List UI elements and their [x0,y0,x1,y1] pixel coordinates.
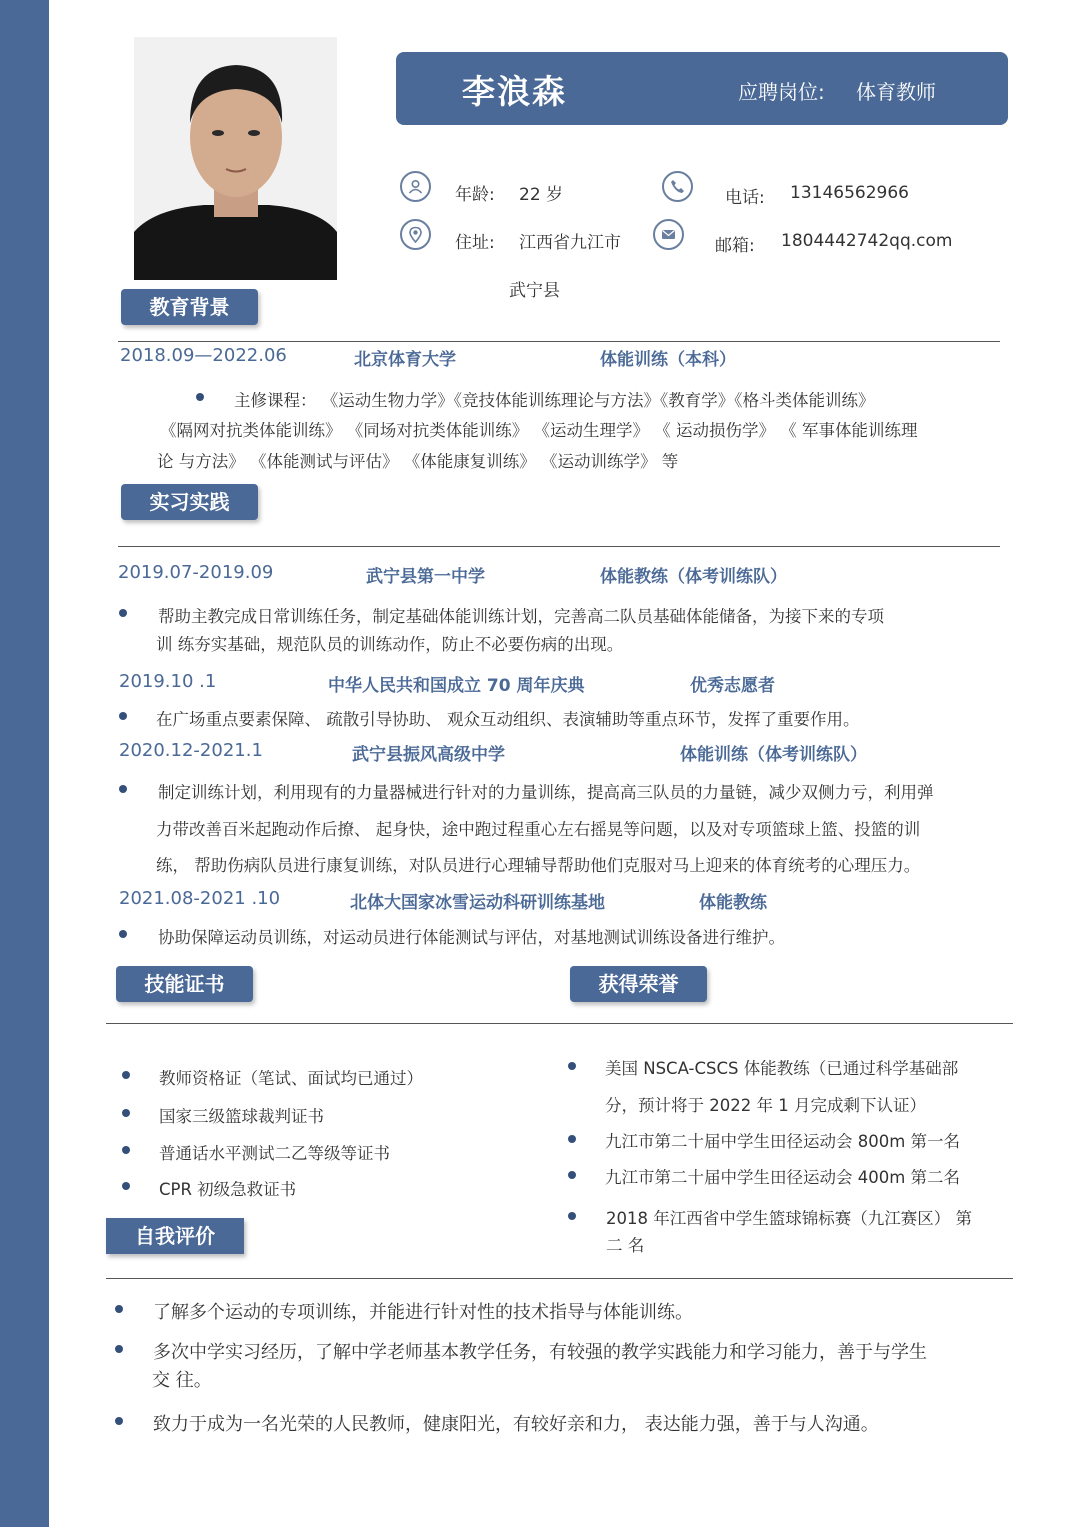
internship-org: 北体大国家冰雪运动科研训练基地 [350,893,605,913]
internship-desc-line: 帮助主教完成日常训练任务，制定基础体能训练计划，完善高二队员基础体能储备，为接下来的专项 [158,607,884,626]
internship-role: 体能教练 [699,893,767,913]
bullet [568,1062,576,1070]
courses-line: 《隔网对抗类体能训练》 《同场对抗类体能训练》 《运动生理学》 《 运动损伤学》 《 军事体能训练理 [160,421,918,440]
phone-label: 电话: [725,188,765,208]
name-banner [396,52,1008,125]
bullet [568,1171,576,1179]
section-title-self-eval: 自我评价 [106,1218,244,1254]
divider [106,1278,1013,1279]
address-value-line2: 武宁县 [509,281,560,301]
person-icon [400,171,431,202]
internship-role: 体能训练（体考训练队） [680,745,867,765]
address-value-line1: 江西省九江市 [519,233,621,253]
education-school: 北京体育大学 [354,350,456,370]
education-date: 2018.09—2022.06 [120,345,287,366]
internship-role: 优秀志愿者 [690,676,775,696]
honor-item: 九江市第二十届中学生田径运动会 800m 第一名 [605,1132,961,1151]
honor-item: 分，预计将于 2022 年 1 月完成剩下认证） [605,1096,926,1115]
internship-desc-line: 制定训练计划，利用现有的力量器械进行针对的力量训练，提高高三队员的力量链，减少双侧力亏，利用弹 [158,783,934,802]
divider [118,341,1000,342]
internship-role: 体能教练（体考训练队） [600,567,787,587]
divider [118,546,1000,547]
honor-item: 二 名 [606,1236,645,1255]
section-title-education: 教育背景 [121,289,258,325]
bullet [115,1417,123,1425]
email-value: 1804442742qq.com [781,231,953,251]
bullet [115,1345,123,1353]
skill-item: 国家三级篮球裁判证书 [159,1107,324,1126]
address-label: 住址: [455,233,495,253]
bullet [122,1182,130,1190]
divider [106,1023,1013,1024]
honor-item: 九江市第二十届中学生田径运动会 400m 第二名 [605,1168,961,1187]
candidate-name: 李浪森 [462,72,567,111]
bullet [119,712,127,720]
bullet [119,785,127,793]
bullet [122,1071,130,1079]
bullet [115,1305,123,1313]
internship-desc-line: 协助保障运动员训练，对运动员进行体能测试与评估，对基地测试训练设备进行维护。 [158,928,785,947]
self-eval-item: 了解多个运动的专项训练，并能进行针对性的技术指导与体能训练。 [153,1302,693,1323]
self-eval-item: 交 往。 [152,1370,212,1391]
internship-date: 2020.12-2021.1 [119,740,263,761]
internship-desc-line: 力带改善百米起跑动作后撩、 起身快，途中跑过程重心左右摇晃等问题，以及对专项篮球上篮、投篮的训 [156,820,921,839]
bullet [119,609,127,617]
section-title-internship: 实习实践 [121,484,258,520]
self-eval-item: 致力于成为一名光荣的人民教师，健康阳光，有较好亲和力， 表达能力强，善于与人沟通。 [153,1414,879,1435]
bullet [568,1135,576,1143]
internship-date: 2019.10 .1 [119,671,217,692]
phone-icon [662,171,693,202]
internship-org: 中华人民共和国成立 70 周年庆典 [328,676,585,696]
email-label: 邮箱: [715,236,755,256]
age-value: 22 岁 [519,185,564,205]
profile-photo [134,37,337,280]
internship-org: 武宁县振风高级中学 [352,745,505,765]
position-value: 体育教师 [856,80,936,104]
courses-line: 主修课程： 《运动生物力学》《竞技体能训练理论与方法》《教育学》《格斗类体能训练》 [234,391,875,410]
left-accent-bar [0,0,49,1527]
internship-org: 武宁县第一中学 [366,567,485,587]
skill-item: CPR 初级急救证书 [159,1180,297,1199]
section-title-honors: 获得荣誉 [570,966,707,1002]
bullet [122,1109,130,1117]
internship-date: 2021.08-2021 .10 [119,888,281,909]
honor-item: 美国 NSCA-CSCS 体能教练（已通过科学基础部 [605,1059,959,1078]
internship-desc-line: 在广场重点要素保障、 疏散引导协助、 观众互动组织、表演辅助等重点环节，发挥了重要作用。 [156,710,860,729]
bullet [122,1146,130,1154]
section-title-skills: 技能证书 [116,966,253,1002]
skill-item: 普通话水平测试二乙等级等证书 [159,1144,390,1163]
skill-item: 教师资格证（笔试、面试均已通过） [159,1069,423,1088]
education-major: 体能训练（本科） [600,350,736,370]
age-label: 年龄: [455,185,495,205]
position-label: 应聘岗位: [738,80,825,104]
bullet [568,1212,576,1220]
bullet [196,393,204,401]
internship-desc-line: 练， 帮助伤病队员进行康复训练，对队员进行心理辅导帮助他们克服对马上迎来的体育统考的心理压力。 [156,856,921,875]
self-eval-item: 多次中学实习经历，了解中学老师基本教学任务，有较强的教学实践能力和学习能力，善于与学生 [153,1342,927,1363]
location-icon [400,219,431,250]
email-icon [653,219,684,250]
honor-item: 2018 年江西省中学生篮球锦标赛（九江赛区） 第 [606,1209,972,1228]
phone-value: 13146562966 [790,183,909,203]
courses-line: 论 与方法》 《体能测试与评估》 《体能康复训练》 《运动训练学》 等 [157,452,679,471]
internship-date: 2019.07-2019.09 [118,562,274,583]
bullet [119,930,127,938]
internship-desc-line: 训 练夯实基础，规范队员的训练动作，防止不必要伤病的出现。 [156,635,624,654]
